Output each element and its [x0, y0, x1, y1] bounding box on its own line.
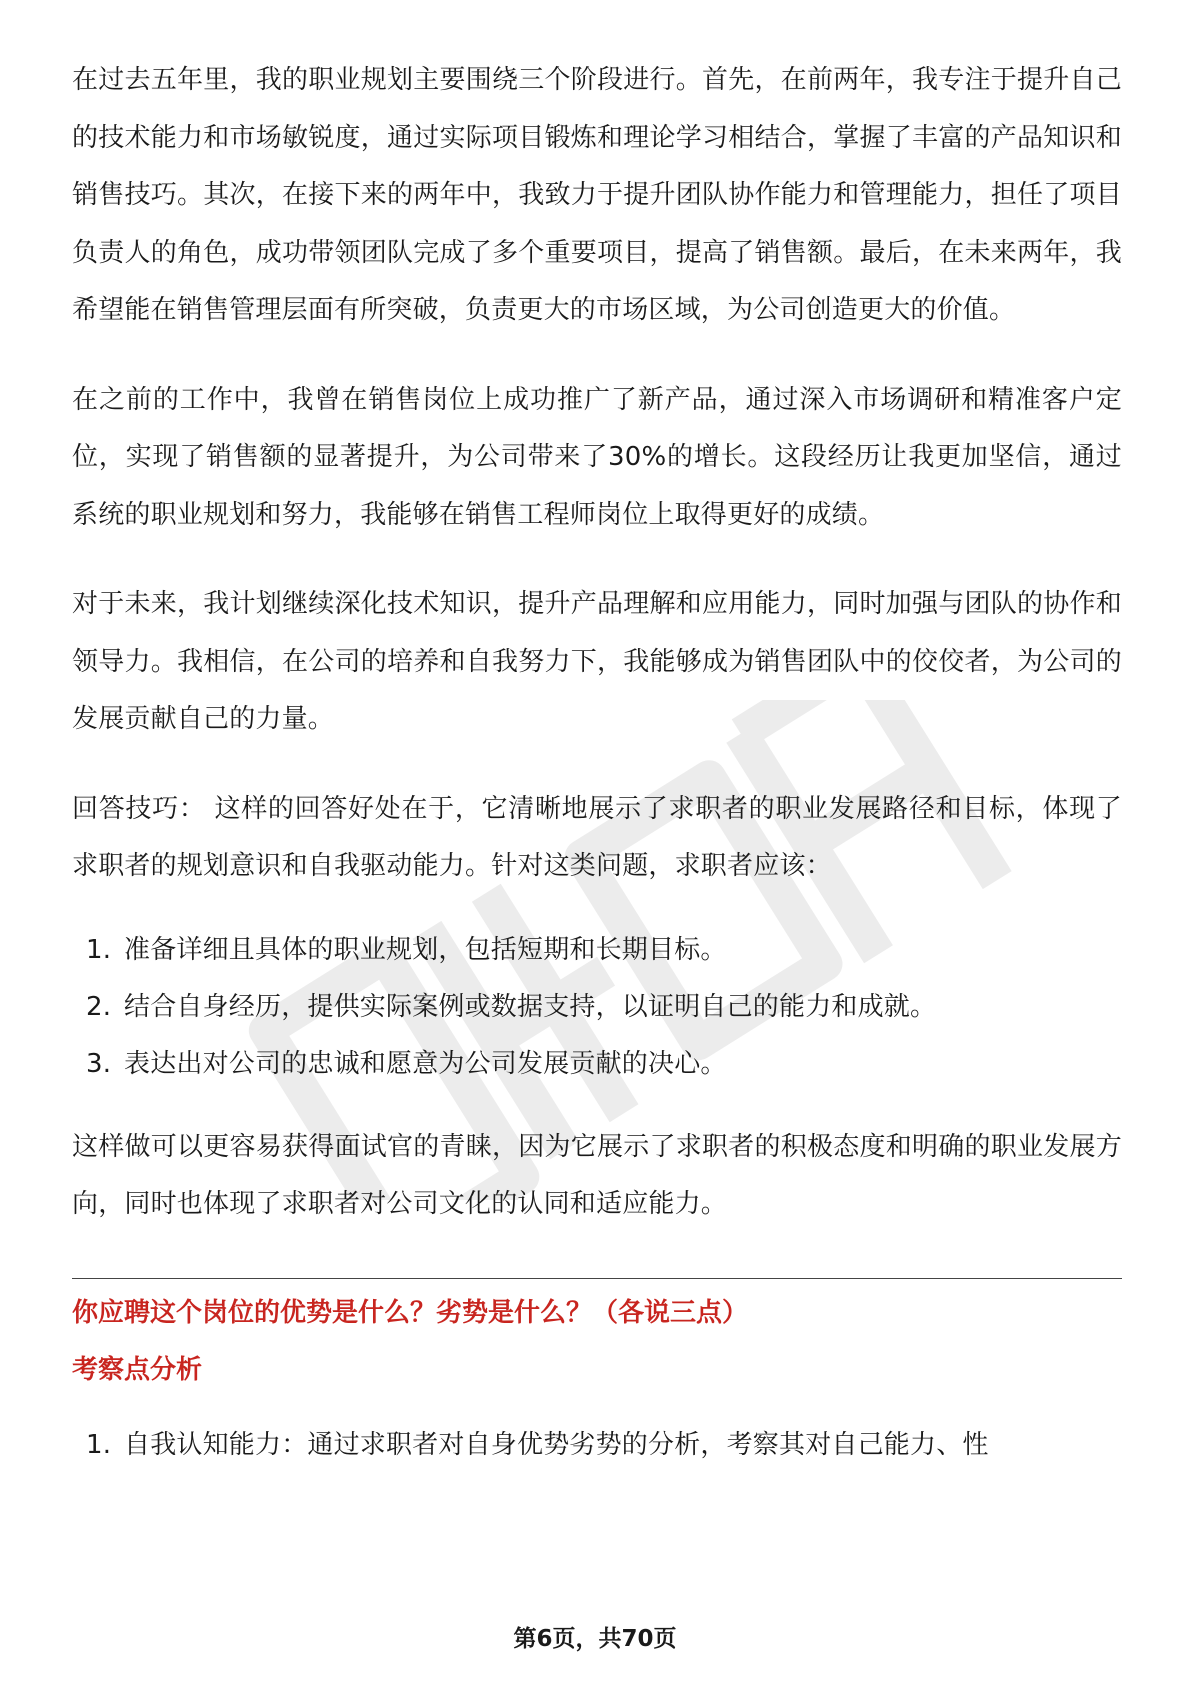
paragraph-conclusion: 这样做可以更容易获得面试官的青睐，因为它展示了求职者的积极态度和明确的职业发展方向，同时也体现了求职者对公司文化的认同和适应能力。 — [72, 1131, 1122, 1219]
list-number: 1. — [86, 1429, 112, 1460]
list-item — [72, 1036, 1122, 1093]
list-number: 2. — [86, 991, 112, 1022]
paragraph-answer-tips: 回答技巧： 这样的回答好处在于，它清晰地展示了求职者的职业发展路径和目标，体现了求职者的规划意识和自我驱动能力。针对这类问题，求职者应该： — [72, 793, 1123, 881]
list-item-text: 准备详细且具体的职业规划，包括短期和长期目标。 — [124, 934, 727, 965]
list-item-text: 自我认知能力：通过求职者对自身优势劣势的分析，考察其对自己能力、性 — [124, 1429, 989, 1460]
list-item — [72, 979, 1122, 1036]
analysis-list — [72, 1417, 1122, 1474]
analysis-heading: 考察点分析 — [72, 1354, 203, 1385]
list-number: 1. — [86, 934, 112, 965]
list-item — [72, 922, 1122, 979]
question-title: 你应聘这个岗位的优势是什么？劣势是什么？（各说三点） — [72, 1297, 749, 1328]
paragraph-past-experience: 在之前的工作中，我曾在销售岗位上成功推广了新产品，通过深入市场调研和精准客户定位，实现了销售额的显著提升，为公司带来了30%的增长。这段经历让我更加坚信，通过系统的职业规划和努力，我能够在销售工程师岗位上取得更好的成绩。 — [72, 384, 1122, 530]
page-footer: 第6页，共70页 — [513, 1626, 677, 1652]
document-page — [72, 52, 1122, 1474]
tips-list — [72, 922, 1122, 1093]
paragraph-future-plan: 对于未来，我计划继续深化技术知识，提升产品理解和应用能力，同时加强与团队的协作和领导力。我相信，在公司的培养和自我努力下，我能够成为销售团队中的佼佼者，为公司的发展贡献自己的力量。 — [72, 589, 1122, 734]
list-item-text: 表达出对公司的忠诚和愿意为公司发展贡献的决心。 — [124, 1048, 727, 1079]
paragraph-career-plan: 在过去五年里，我的职业规划主要围绕三个阶段进行。首先，在前两年，我专注于提升自己的技术能力和市场敏锐度，通过实际项目锻炼和理论学习相结合，掌握了丰富的产品知识和销售技巧。其次，在接下来的两年中，我致力于提升团队协作能力和管理能力，担任了项目负责人的角色，成功带领团队完成了多个重要项目，提高了销售额。最后，在未来两年，我希望能在销售管理层面有所突破，负责更大的市场区域，为公司创造更大的价值。 — [72, 65, 1122, 325]
list-number: 3. — [86, 1048, 112, 1079]
list-item-text: 结合自身经历，提供实际案例或数据支持，以证明自己的能力和成就。 — [124, 991, 937, 1022]
list-item — [72, 1417, 1122, 1474]
